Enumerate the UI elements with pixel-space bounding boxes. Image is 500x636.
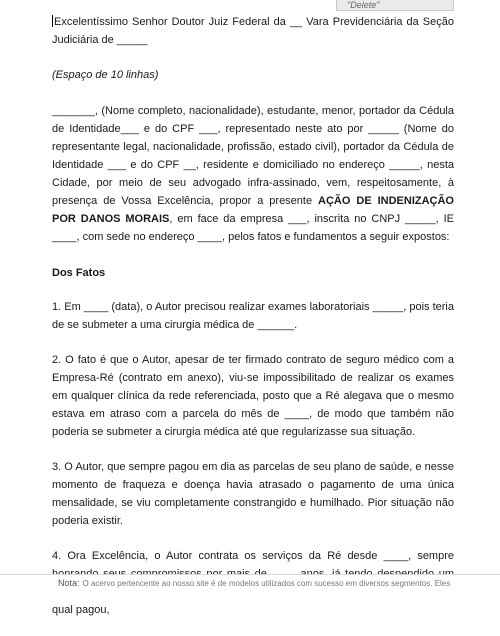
text-cursor bbox=[52, 15, 53, 27]
spacer-note: (Espaço de 10 linhas) bbox=[52, 69, 159, 81]
fact-paragraph: 4. Ora Excelência, o Autor contrata os serviços da Ré desde ____, sempre qual pagou, bbox=[52, 550, 454, 616]
delete-tab-label: "Delete" bbox=[347, 0, 380, 10]
document-body[interactable] bbox=[52, 13, 454, 636]
qualification-paragraph: _______, (Nome completo, nacionalidade), estudante, menor, portador da Cédula de Identidade___ e do CPF ___, representado neste ato por _____ (Nome do representante legal, nacionalidade, profissão, estado civil), portador da Cédula de Identidade ___ e do CPF __, residente e domiciliado no endereço _____, nesta Cidade, por meio de seu advogado infra-assinado, vem, respeitosamente, à presença de Vossa Excelência, propor a presente AÇÃO DE INDENIZAÇÃO POR DANOS MORAIS, em face da empresa ___, inscrita no CNPJ _____, IE ____, com sede no endereço ____, pelos fatos e fundamentos a seguir expostos: bbox=[52, 105, 454, 243]
fact-paragraph: 2. O fato é que o Autor, apesar de ter firmado contrato de seguro médico com a Empresa-Ré (contrato em anexo), viu-se impossibilitado de realizar os exames em qualquer clínica da rede referenciada, posto que a Ré alegava que o mesmo estava em atraso com a parcela do mês de ____, de modo que também não poderia se submeter a cirurgia médica até que regularizasse sua situação. bbox=[52, 354, 454, 438]
footer-label: Nota: bbox=[58, 578, 80, 588]
footer-text: O acervo pertencente ao nosso site é de modelos utilizados com sucesso em diversos segmentos. Eles bbox=[82, 579, 451, 588]
addressee-paragraph: Excelentíssimo Senhor Doutor Juiz Federal da __ Vara Previdenciária da Seção Judiciária de _____ bbox=[52, 16, 454, 46]
fact-paragraph: 1. Em ____ (data), o Autor precisou realizar exames laboratoriais _____, pois teria de se submeter a uma cirurgia médica de ______. bbox=[52, 301, 454, 331]
footer-note bbox=[0, 574, 500, 601]
delete-tab[interactable] bbox=[336, 0, 454, 11]
action-title: AÇÃO DE INDENIZAÇÃO POR DANOS MORAIS bbox=[52, 195, 454, 225]
section-heading: Dos Fatos bbox=[52, 267, 106, 279]
fact-paragraph: 3. O Autor, que sempre pagou em dia as parcelas de seu plano de saúde, e nesse momento de fraqueza e doença havia atrasado o pagamento de uma única mensalidade, se viu completamente constrangido e humilhado. Pior situação não poderia existir. bbox=[52, 461, 454, 527]
